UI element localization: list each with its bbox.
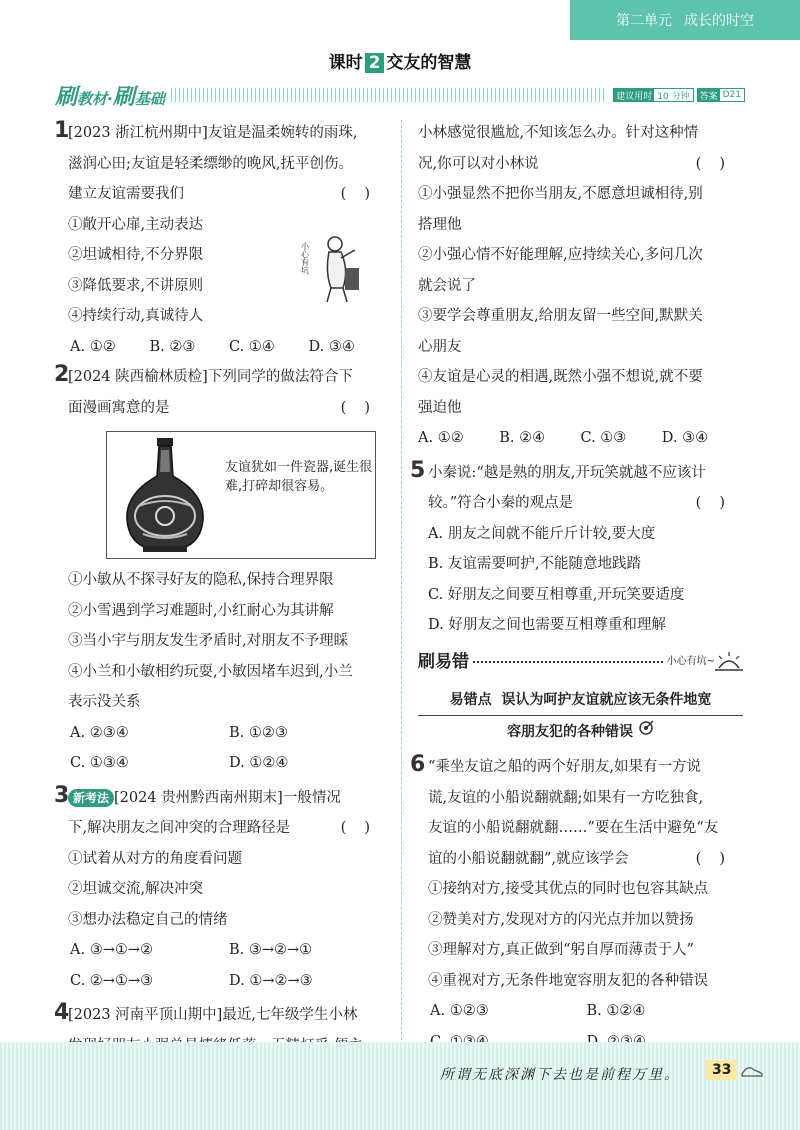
answer-choices	[58, 332, 388, 363]
option: ③理解对方,真正做到“躬自厚而薄责于人”	[428, 942, 694, 958]
text-line: [2024 贵州黔西南州期末]一般情况	[114, 789, 341, 806]
error-section-header	[418, 647, 743, 678]
error-point-label: 易错点	[449, 692, 492, 708]
choice-d[interactable]: D. ①→②→③	[229, 972, 313, 989]
page-footer	[0, 1042, 800, 1130]
option: 表示没关系	[68, 694, 141, 710]
option: 搭理他	[418, 216, 462, 233]
shoe-icon	[740, 1062, 764, 1078]
banner-stripes	[171, 88, 604, 102]
target-icon	[638, 720, 654, 736]
choice-b[interactable]: B. ②④	[499, 430, 546, 446]
option: ③要学会尊重朋友,给朋友留一些空间,默默关	[418, 308, 703, 324]
choice-b[interactable]: B. 友谊需要呵护,不能随意地践踏	[428, 556, 641, 572]
answer-choices	[418, 423, 743, 454]
logo-sep: ·	[107, 89, 113, 108]
question-number: 3	[54, 782, 70, 808]
question-number: 4	[54, 1000, 70, 1025]
left-column	[54, 118, 388, 1092]
unit-tag	[570, 0, 800, 40]
text-line: 下,解决朋友之间冲突的合理路径是	[68, 820, 291, 836]
page-number: 33	[706, 1060, 737, 1080]
text-line: 建立友谊需要我们	[68, 186, 184, 202]
answer-bracket[interactable]: ()	[340, 820, 388, 836]
choice-b[interactable]: B. ②③	[149, 338, 196, 355]
choice-b[interactable]: B. ③→②→①	[229, 942, 313, 958]
text-line: 滋润心田;友谊是轻柔缥缈的晚风,抚平创伤。	[68, 155, 353, 172]
text-line: “乘坐友谊之船的两个好朋友,如果有一方说	[428, 759, 702, 775]
answer-label: 答案	[698, 89, 720, 101]
option: ③当小宇与朋友发生矛盾时,对朋友不予理睬	[68, 633, 349, 649]
right-column	[410, 118, 743, 1057]
logo-text-d: 基础	[134, 89, 165, 108]
unit-title: 成长的时空	[684, 13, 754, 29]
choice-a[interactable]: A. 朋友之间就不能斤斤计较,要大度	[428, 525, 656, 542]
error-point	[418, 681, 743, 716]
vase-icon	[113, 436, 218, 554]
option: ③降低要求,不讲原则	[68, 277, 204, 294]
answer-bracket[interactable]: ()	[695, 495, 743, 511]
choice-a[interactable]: A. ①②	[70, 338, 116, 355]
text-line: 小林感觉很尴尬,不知该怎么办。针对这种情	[418, 125, 699, 141]
choice-c[interactable]: C. ①③④	[70, 755, 129, 771]
option: ②坦诚相待,不分界限	[68, 247, 204, 263]
answer-chip	[697, 88, 745, 102]
option: 心朋友	[418, 338, 462, 355]
answer-bracket[interactable]: ()	[340, 186, 388, 202]
option: 强迫他	[418, 399, 462, 416]
option: ④友谊是心灵的相遇,既然小强不想说,就不要	[418, 369, 703, 385]
option: ②小强心情不好能理解,应持续关心,多问几次	[418, 247, 703, 263]
question-number: 2	[54, 362, 70, 387]
choice-d[interactable]: D. ①②④	[229, 755, 289, 771]
error-point-continued	[418, 716, 743, 748]
question-number: 1	[54, 118, 70, 143]
question-text	[58, 783, 388, 844]
choice-a[interactable]: A. ③→①→②	[70, 942, 153, 958]
question-text	[58, 362, 388, 423]
text-line: 小秦说:“越是熟的朋友,开玩笑就越不应该计	[428, 464, 706, 481]
text-line: [2023 河南平顶山期中]最近,七年级学生小林	[68, 1007, 358, 1023]
question-text	[58, 118, 388, 210]
footer-quote: 所谓无底深渊下去也是前程万里。	[440, 1067, 680, 1083]
question-3	[54, 782, 388, 997]
lesson-title	[0, 48, 800, 73]
choice-a[interactable]: A. ①②	[418, 430, 464, 446]
option: ④小兰和小敏相约玩耍,小敏因堵车迟到,小兰	[68, 663, 353, 680]
lesson-number: 2	[365, 53, 385, 73]
doodle-icon	[300, 228, 363, 308]
choice-c[interactable]: C. 好朋友之间要互相尊重,开玩笑要适度	[428, 586, 685, 603]
section-banner	[55, 80, 745, 110]
question-5	[410, 457, 743, 641]
svg-text:小心有坑: 小心有坑	[300, 242, 310, 274]
question-4-continued	[418, 118, 743, 454]
comic-panel	[106, 431, 376, 559]
question-number: 5	[410, 457, 426, 483]
new-method-badge: 新考法	[68, 789, 114, 807]
text-line: [2023 浙江杭州期中]友谊是温柔婉转的雨珠,	[68, 125, 358, 141]
error-logo: 刷易错	[418, 651, 469, 672]
text-line: 谊的小船说翻就翻”,就应该学会	[428, 850, 629, 867]
answer-bracket[interactable]: ()	[695, 850, 743, 867]
error-point-text: 容朋友犯的各种错误	[507, 724, 634, 740]
text-line: 谎,友谊的小船说翻就翻;如果有一方吃独食,	[428, 789, 704, 806]
text-line: 较。”符合小秦的观点是	[428, 495, 574, 511]
question-number: 6	[410, 752, 426, 777]
text-line: [2024 陕西榆林质检]下列同学的做法符合下	[68, 369, 353, 385]
choice-d[interactable]: D. ③④	[661, 430, 709, 446]
dotted-line	[473, 661, 663, 663]
option: ①试着从对方的角度看问题	[68, 850, 242, 867]
choice-c[interactable]: C. ②→①→③	[70, 972, 154, 989]
logo-char-a: 刷	[55, 84, 78, 110]
time-label: 建议用时	[614, 89, 654, 101]
option: ④持续行动,真诚待人	[68, 308, 204, 324]
option: ①小敏从不探寻好友的隐私,保持合理界限	[68, 572, 334, 588]
choice-c[interactable]: C. ①③	[580, 430, 627, 446]
lesson-name: 交友的智慧	[386, 53, 472, 73]
comic-caption: 友谊犹如一件瓷器,诞生很难,打碎却很容易。	[225, 460, 373, 494]
text-line: 友谊的小船说翻就翻……”要在生活中避免“友	[428, 820, 719, 836]
answer-value: D21	[722, 90, 741, 100]
answer-bracket[interactable]: ()	[340, 399, 388, 416]
lesson-prefix: 课时	[328, 53, 363, 73]
error-note: 小心有坑~	[666, 655, 715, 667]
choice-a[interactable]: A. ①②③	[430, 1003, 489, 1019]
answer-choices	[58, 718, 388, 779]
time-value: 10 分钟	[657, 91, 690, 102]
question-text	[418, 458, 743, 519]
text-line: 况,你可以对小林说	[418, 155, 539, 172]
option: ①接纳对方,接受其优点的同时也包容其缺点	[428, 881, 709, 897]
answer-choices	[58, 935, 388, 996]
option: ③想办法稳定自己的情绪	[68, 911, 228, 928]
logo-text-b: 教材	[77, 89, 108, 108]
column-divider	[401, 120, 402, 1055]
option: ②坦诚交流,解决冲突	[68, 881, 204, 897]
unit-label: 第二单元	[616, 13, 672, 29]
choice-a[interactable]: A. ②③④	[70, 724, 129, 741]
question-2	[54, 362, 388, 779]
text-line: 面漫画寓意的是	[68, 399, 170, 416]
option: 就会说了	[418, 277, 476, 294]
question-text	[418, 752, 743, 874]
choice-b[interactable]: B. ①②④	[586, 1003, 646, 1019]
option: ②赞美对方,发现对方的闪光点并加以赞扬	[428, 911, 694, 928]
banner-logo	[55, 80, 165, 111]
question-1	[54, 118, 388, 362]
option: ①敞开心扉,主动表达	[68, 216, 204, 233]
choice-b[interactable]: B. ①②③	[229, 724, 288, 741]
choice-d[interactable]: D. ③④	[308, 338, 355, 355]
choice-d[interactable]: D. 好朋友之间也需要互相尊重和理解	[428, 617, 666, 633]
doodle-illustration	[300, 228, 363, 320]
question-6	[410, 752, 743, 1057]
option: ①小强显然不把你当朋友,不愿意坦诚相待,别	[418, 186, 703, 202]
error-point-text: 误认为呵护友谊就应该无条件地宽	[501, 692, 712, 708]
sun-icon	[715, 652, 743, 672]
option: ④重视对方,无条件地宽容朋友犯的各种错误	[428, 972, 709, 989]
time-chip	[613, 88, 693, 102]
option: ②小雪遇到学习难题时,小红耐心为其讲解	[68, 602, 334, 619]
choice-c[interactable]: C. ①④	[229, 338, 275, 355]
logo-char-c: 刷	[112, 84, 135, 110]
answer-bracket[interactable]: ()	[695, 155, 743, 172]
